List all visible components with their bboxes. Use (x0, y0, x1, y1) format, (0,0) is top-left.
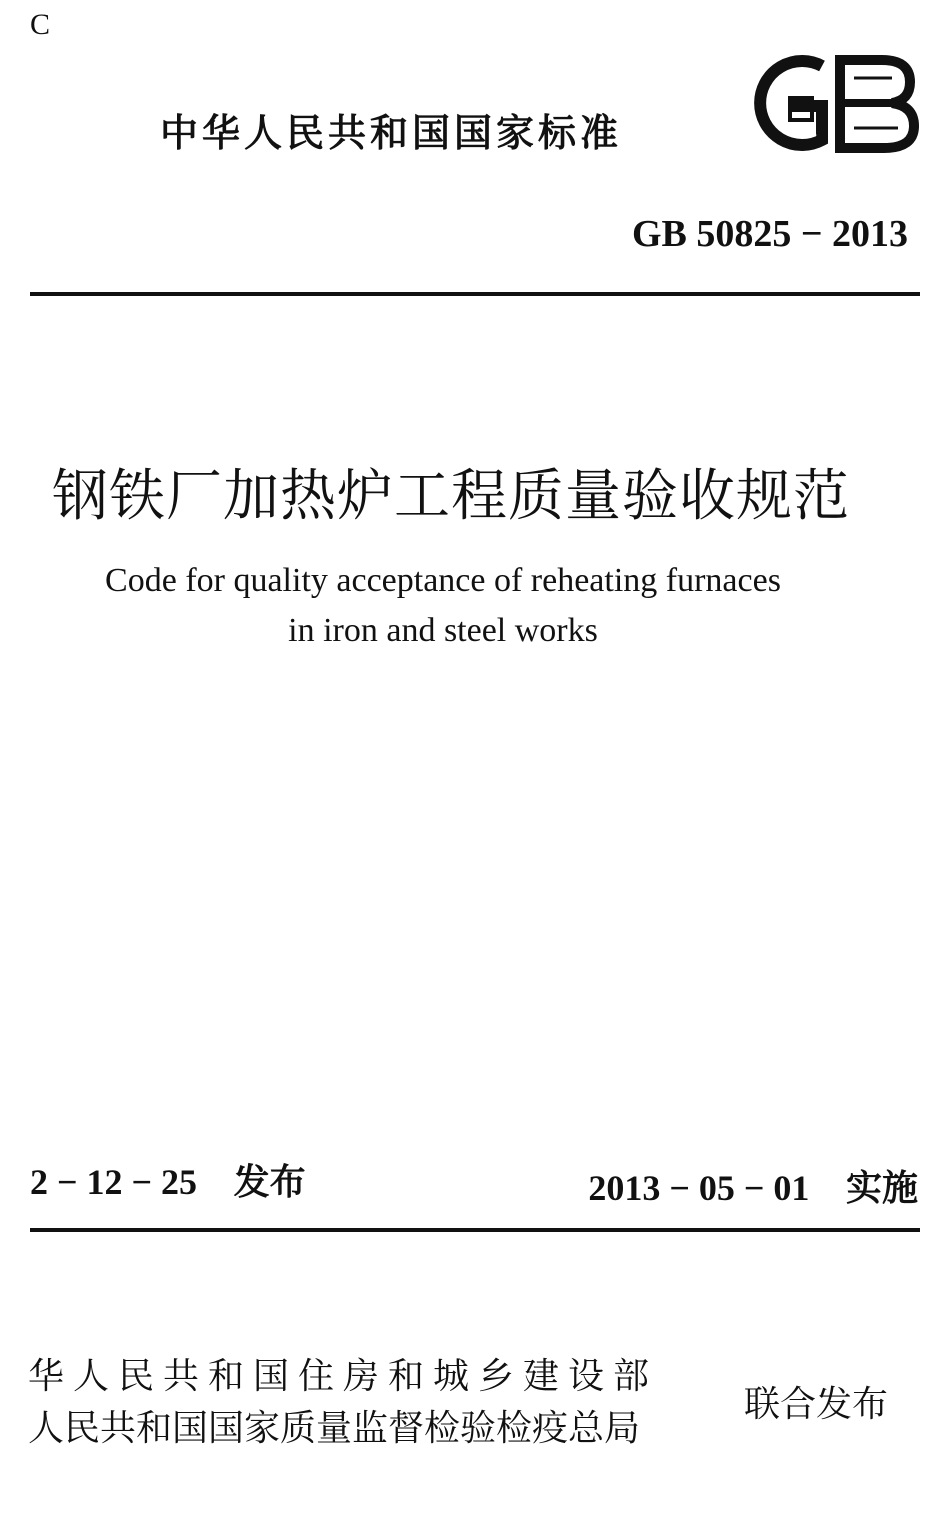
issuer-line2: 人民共和国国家质量监督检验检疫总局 (28, 1408, 641, 1449)
implement-label: 实施 (845, 1168, 918, 1209)
gb-logo (732, 48, 920, 158)
corner-mark: C (30, 8, 51, 41)
issuer-line1: 华人民共和国住房和城乡建设部 (28, 1356, 659, 1397)
footer-divider (30, 1228, 920, 1232)
title-english-line1: Code for quality acceptance of reheating furnaces (105, 562, 781, 599)
joint-publish-label: 联合发布 (744, 1384, 889, 1425)
title-chinese: 钢铁厂加热炉工程质量验收规范 (52, 464, 850, 529)
national-standard-heading: 中华人民共和国国家标准 (160, 111, 623, 155)
publish-label: 发布 (233, 1162, 306, 1203)
header-divider (30, 292, 920, 296)
publish-date-block (30, 1154, 306, 1205)
standard-number: GB 50825 − 2013 (632, 213, 909, 255)
implement-date-block (588, 1160, 918, 1211)
publish-date: 2 − 12 − 25 (30, 1162, 198, 1202)
title-english-line2: in iron and steel works (288, 612, 598, 649)
implement-date: 2013 − 05 − 01 (588, 1168, 810, 1208)
